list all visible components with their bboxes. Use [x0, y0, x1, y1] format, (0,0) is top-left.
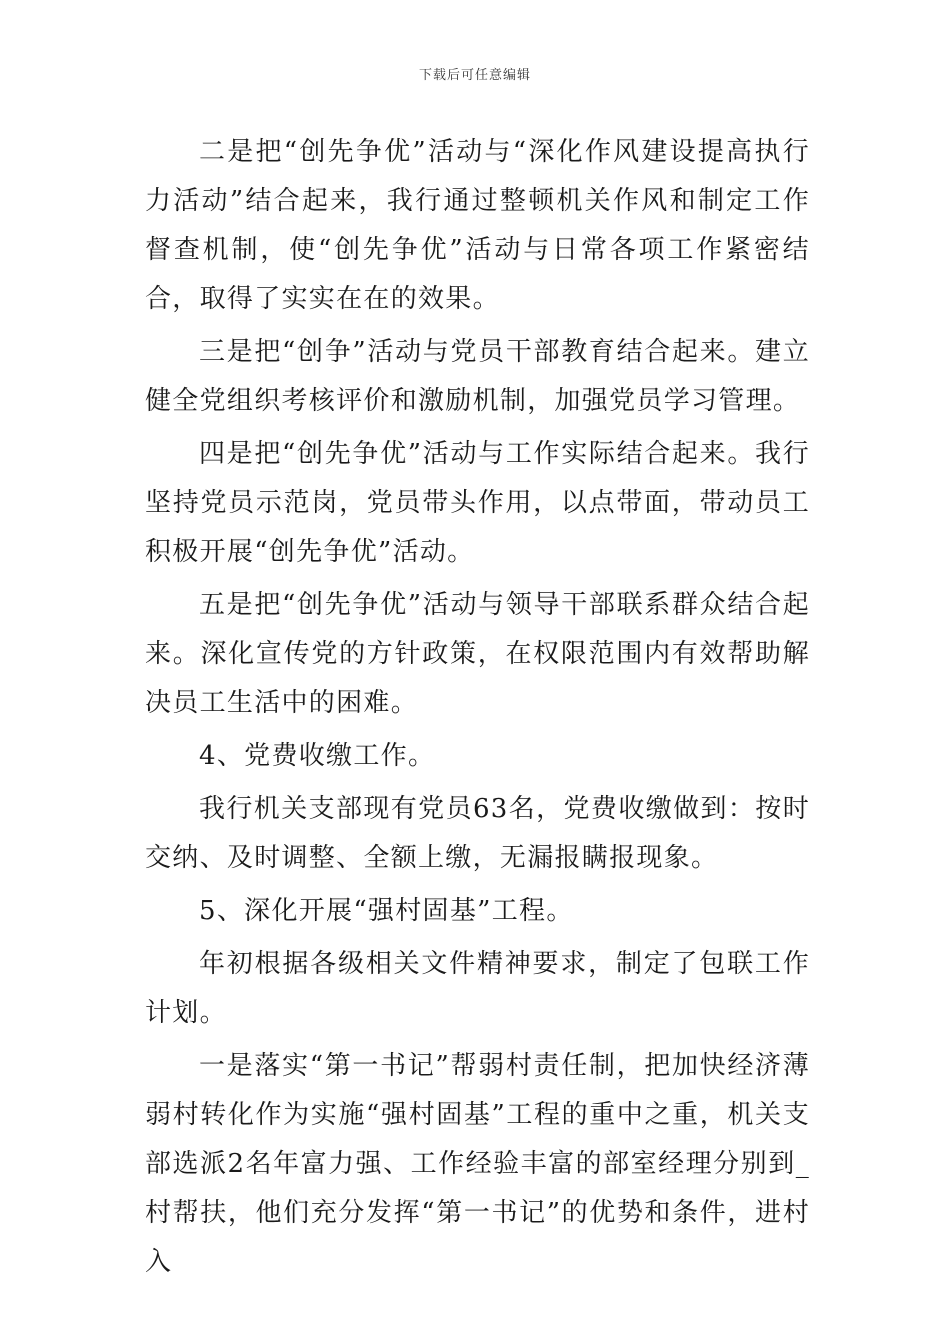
document-body: [145, 128, 810, 1291]
section-heading: 4、党费收缴工作。: [199, 741, 436, 771]
paragraph: 一是落实“第一书记”帮弱村责任制，把加快经济薄弱村转化作为实施“强村固基”工程的重中之重，机关支部选派2名年富力强、工作经验丰富的部室经理分别到_村帮扶，他们充分发挥“第一书记”的优势和条件，进村入: [145, 1051, 810, 1277]
paragraph: 二是把“创先争优”活动与“深化作风建设提高执行力活动”结合起来，我行通过整顿机关作风和制定工作督查机制，使“创先争优”活动与日常各项工作紧密结合，取得了实实在在的效果。: [145, 137, 810, 314]
paragraph: 我行机关支部现有党员63名，党费收缴做到：按时交纳、及时调整、全额上缴，无漏报瞒报现象。: [145, 794, 810, 873]
paragraph: 四是把“创先争优”活动与工作实际结合起来。我行坚持党员示范岗，党员带头作用，以点带面，带动员工积极开展“创先争优”活动。: [145, 439, 810, 567]
section-heading: 5、深化开展“强村固基”工程。: [199, 896, 574, 926]
paragraph: 年初根据各级相关文件精神要求，制定了包联工作计划。: [145, 949, 810, 1028]
paragraph: 五是把“创先争优”活动与领导干部联系群众结合起来。深化宣传党的方针政策，在权限范围内有效帮助解决员工生活中的困难。: [145, 590, 810, 718]
paragraph: 三是把“创争”活动与党员干部教育结合起来。建立健全党组织考核评价和激励机制，加强党员学习管理。: [145, 337, 810, 416]
page-header-note: 下载后可任意编辑: [418, 68, 531, 83]
